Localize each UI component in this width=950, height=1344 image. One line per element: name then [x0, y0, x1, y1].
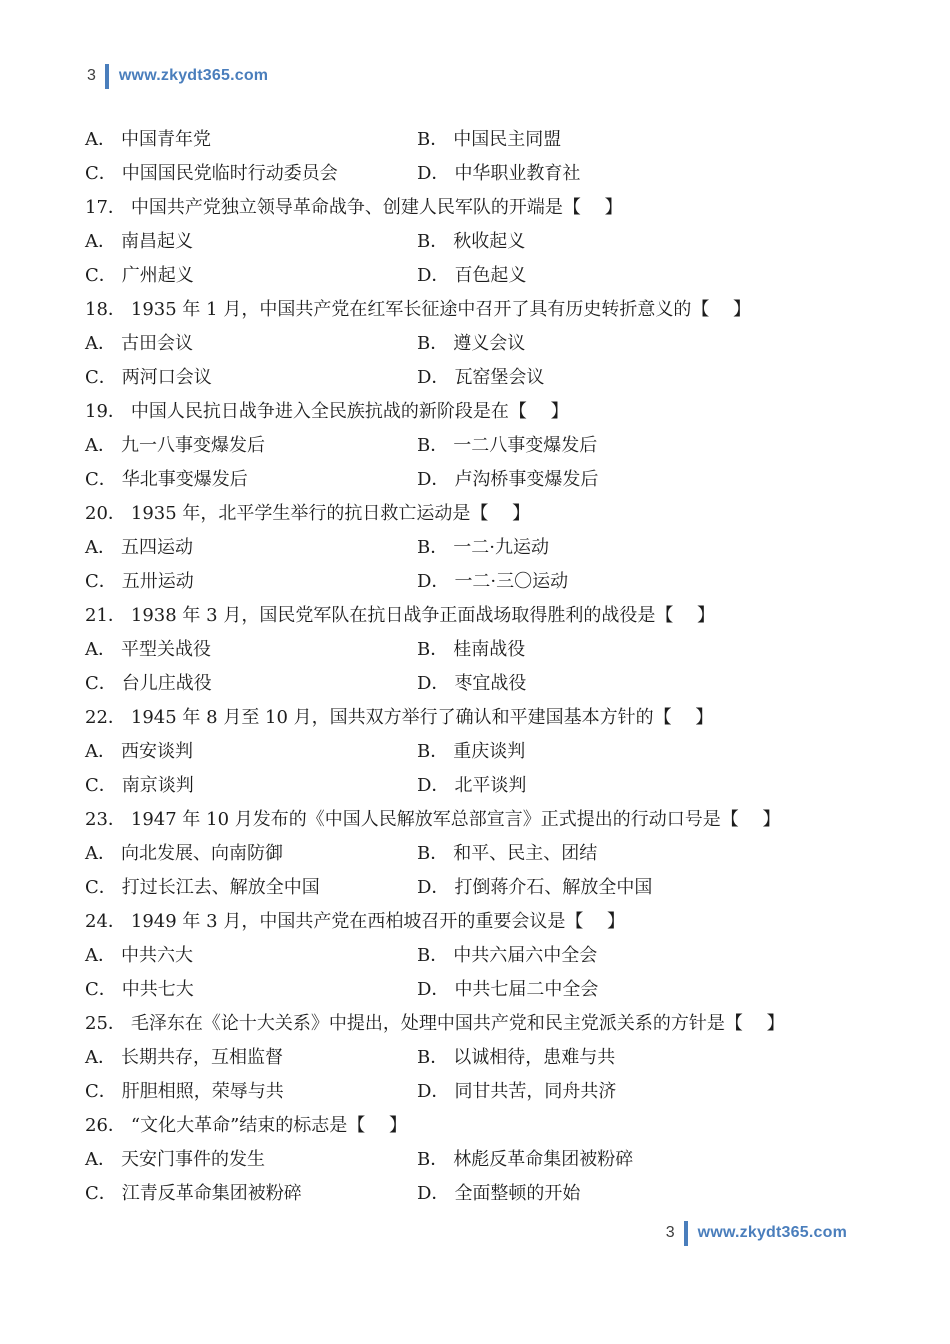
option-text: 华北事变爆发后: [121, 469, 248, 490]
option-label: B．: [417, 129, 449, 150]
option-text: 向北发展、向南防御: [121, 843, 283, 864]
option-d: [417, 667, 526, 701]
question-number: 24．: [85, 911, 126, 932]
question-number: 25．: [85, 1013, 126, 1034]
option-label: D．: [417, 775, 450, 796]
option-d: [417, 769, 526, 803]
question-text: “文化大革命”结束的标志是【 】: [130, 1115, 408, 1136]
option-c: [85, 361, 417, 395]
option-text: 和平、民主、团结: [453, 843, 598, 864]
option-text: 百色起义: [454, 265, 527, 286]
option-label: D．: [417, 877, 450, 898]
option-label: C．: [85, 469, 117, 490]
option-text: 九一八事变爆发后: [121, 435, 265, 456]
option-label: A．: [85, 231, 116, 252]
option-label: A．: [85, 843, 116, 864]
option-label: B．: [417, 639, 449, 660]
option-label: C．: [85, 1183, 117, 1204]
option-label: A．: [85, 1149, 116, 1170]
option-text: 肝胆相照，荣辱与共: [121, 1081, 284, 1102]
option-label: D．: [417, 265, 450, 286]
option-b: [417, 939, 597, 973]
option-a: [85, 1041, 417, 1075]
option-label: D．: [417, 367, 450, 388]
question-number: 23．: [85, 809, 126, 830]
question-stem: [85, 395, 917, 429]
option-c: [85, 769, 417, 803]
option-label: A．: [85, 537, 116, 558]
option-text: 平型关战役: [121, 639, 211, 660]
question-stem: [85, 1109, 917, 1143]
option-label: B．: [417, 537, 449, 558]
question-stem: [85, 803, 917, 837]
option-c: [85, 565, 417, 599]
question-text: 1947 年 10 月发布的《中国人民解放军总部宣言》正式提出的行动口号是【 】: [130, 809, 781, 830]
option-a: [85, 123, 417, 157]
option-label: A．: [85, 1047, 116, 1068]
question-text: 毛泽东在《论十大关系》中提出，处理中国共产党和民主党派关系的方针是【 】: [130, 1013, 785, 1034]
option-row: [85, 361, 917, 395]
option-row: [85, 1143, 917, 1177]
option-text: 中共七大: [121, 979, 194, 1000]
question-number: 18．: [85, 299, 126, 320]
option-text: 天安门事件的发生: [121, 1149, 265, 1170]
option-text: 林彪反革命集团被粉碎: [453, 1149, 634, 1170]
option-c: [85, 157, 417, 191]
option-b: [417, 633, 525, 667]
option-text: 重庆谈判: [453, 741, 526, 762]
option-label: B．: [417, 231, 449, 252]
option-text: 中华职业教育社: [454, 163, 581, 184]
option-label: B．: [417, 435, 449, 456]
header-page-number: 3: [87, 67, 96, 84]
option-c: [85, 973, 417, 1007]
option-row: [85, 463, 917, 497]
option-label: C．: [85, 877, 117, 898]
option-text: 卢沟桥事变爆发后: [454, 469, 599, 490]
option-text: 五卅运动: [121, 571, 194, 592]
option-label: C．: [85, 1081, 117, 1102]
question-number: 20．: [85, 503, 126, 524]
option-label: C．: [85, 979, 117, 1000]
option-row: [85, 939, 917, 973]
option-b: [417, 1041, 615, 1075]
option-label: D．: [417, 1081, 450, 1102]
option-d: [417, 973, 598, 1007]
option-label: B．: [417, 741, 449, 762]
option-row: [85, 837, 917, 871]
option-row: [85, 327, 917, 361]
page-header: [87, 63, 268, 89]
option-a: [85, 531, 417, 565]
option-text: 中共六大: [121, 945, 193, 966]
header-site-url: www.zkydt365.com: [118, 67, 269, 84]
option-d: [417, 463, 598, 497]
option-text: 秋收起义: [453, 231, 526, 252]
option-label: C．: [85, 367, 117, 388]
option-text: 打倒蒋介石、解放全中国: [454, 877, 653, 898]
question-text: 1938 年 3 月，国民党军队在抗日战争正面战场取得胜利的战役是【 】: [130, 605, 716, 626]
option-b: [417, 531, 549, 565]
option-row: [85, 225, 917, 259]
option-text: 长期共存，互相监督: [121, 1047, 283, 1068]
option-a: [85, 327, 417, 361]
option-row: [85, 429, 917, 463]
option-c: [85, 871, 417, 905]
option-text: 一二八事变爆发后: [453, 435, 598, 456]
question-text: 中国共产党独立领导革命战争、创建人民军队的开端是【 】: [130, 197, 623, 218]
option-text: 西安谈判: [121, 741, 193, 762]
question-text: 1949 年 3 月，中国共产党在西柏坡召开的重要会议是【 】: [130, 911, 626, 932]
option-row: [85, 871, 917, 905]
option-row: [85, 259, 917, 293]
page-footer: [666, 1220, 847, 1246]
option-text: 瓦窑堡会议: [454, 367, 545, 388]
option-row: [85, 157, 917, 191]
question-number: 17．: [85, 197, 126, 218]
option-row: [85, 565, 917, 599]
option-text: 同甘共苦，同舟共济: [454, 1081, 617, 1102]
option-d: [417, 565, 568, 599]
option-label: B．: [417, 843, 449, 864]
option-c: [85, 463, 417, 497]
option-row: [85, 1177, 917, 1211]
option-a: [85, 1143, 417, 1177]
option-row: [85, 123, 917, 157]
question-text: 1935 年，北平学生举行的抗日救亡运动是【 】: [130, 503, 531, 524]
option-text: 桂南战役: [453, 639, 526, 660]
option-text: 打过长江去、解放全中国: [121, 877, 320, 898]
option-b: [417, 123, 561, 157]
option-label: B．: [417, 945, 449, 966]
option-label: A．: [85, 129, 116, 150]
option-label: A．: [85, 945, 116, 966]
footer-divider-bar: [684, 1221, 688, 1246]
question-number: 19．: [85, 401, 126, 422]
option-text: 中国民主同盟: [453, 129, 562, 150]
question-stem: [85, 191, 917, 225]
option-text: 中国国民党临时行动委员会: [121, 163, 338, 184]
question-text: 1945 年 8 月至 10 月，国共双方举行了确认和平建国基本方针的【 】: [130, 707, 714, 728]
option-label: C．: [85, 673, 117, 694]
option-label: D．: [417, 1183, 450, 1204]
option-text: 遵义会议: [453, 333, 526, 354]
option-text: 全面整顿的开始: [454, 1183, 581, 1204]
option-label: B．: [417, 1149, 449, 1170]
question-text: 1935 年 1 月，中国共产党在红军长征途中召开了具有历史转折意义的【 】: [130, 299, 752, 320]
option-text: 中共七届二中全会: [454, 979, 599, 1000]
option-d: [417, 259, 526, 293]
option-row: [85, 1075, 917, 1109]
footer-page-number: 3: [665, 1224, 675, 1241]
option-text: 古田会议: [121, 333, 193, 354]
option-c: [85, 1177, 417, 1211]
option-label: D．: [417, 571, 450, 592]
option-b: [417, 735, 525, 769]
option-text: 江青反革命集团被粉碎: [121, 1183, 302, 1204]
option-text: 五四运动: [121, 537, 193, 558]
option-row: [85, 667, 917, 701]
option-label: D．: [417, 163, 450, 184]
option-label: A．: [85, 639, 116, 660]
question-stem: [85, 599, 917, 633]
option-text: 广州起义: [121, 265, 194, 286]
option-c: [85, 667, 417, 701]
question-stem: [85, 293, 917, 327]
option-b: [417, 429, 597, 463]
option-row: [85, 973, 917, 1007]
option-label: A．: [85, 333, 116, 354]
option-row: [85, 531, 917, 565]
option-d: [417, 157, 580, 191]
option-c: [85, 1075, 417, 1109]
option-label: D．: [417, 979, 450, 1000]
option-label: C．: [85, 163, 117, 184]
option-label: C．: [85, 571, 117, 592]
option-text: 中国青年党: [121, 129, 211, 150]
option-a: [85, 837, 417, 871]
question-number: 26．: [85, 1115, 126, 1136]
option-row: [85, 1041, 917, 1075]
question-stem: [85, 1007, 917, 1041]
option-text: 南昌起义: [121, 231, 193, 252]
question-list: [85, 123, 917, 1211]
option-b: [417, 327, 525, 361]
option-d: [417, 361, 544, 395]
option-text: 两河口会议: [121, 367, 212, 388]
option-label: B．: [417, 1047, 449, 1068]
option-d: [417, 1177, 580, 1211]
option-text: 一二·九运动: [453, 537, 549, 558]
option-text: 一二·三〇运动: [454, 571, 569, 592]
option-text: 中共六届六中全会: [453, 945, 598, 966]
footer-site-url: www.zkydt365.com: [697, 1224, 847, 1241]
option-a: [85, 735, 417, 769]
option-c: [85, 259, 417, 293]
option-label: D．: [417, 469, 450, 490]
option-b: [417, 837, 597, 871]
question-text: 中国人民抗日战争进入全民族抗战的新阶段是在【 】: [130, 401, 569, 422]
option-label: A．: [85, 435, 116, 456]
question-stem: [85, 497, 917, 531]
option-text: 台儿庄战役: [121, 673, 212, 694]
option-label: B．: [417, 333, 449, 354]
option-text: 南京谈判: [121, 775, 194, 796]
option-a: [85, 939, 417, 973]
option-label: C．: [85, 265, 117, 286]
option-a: [85, 225, 417, 259]
header-divider-bar: [105, 64, 109, 89]
option-row: [85, 633, 917, 667]
option-a: [85, 633, 417, 667]
question-stem: [85, 905, 917, 939]
question-number: 21．: [85, 605, 126, 626]
option-d: [417, 871, 652, 905]
option-text: 以诚相待，患难与共: [453, 1047, 616, 1068]
option-d: [417, 1075, 616, 1109]
option-label: A．: [85, 741, 116, 762]
option-b: [417, 225, 525, 259]
option-row: [85, 769, 917, 803]
option-a: [85, 429, 417, 463]
option-row: [85, 735, 917, 769]
option-label: D．: [417, 673, 450, 694]
option-text: 枣宜战役: [454, 673, 527, 694]
option-text: 北平谈判: [454, 775, 527, 796]
question-stem: [85, 701, 917, 735]
option-label: C．: [85, 775, 117, 796]
question-number: 22．: [85, 707, 126, 728]
option-b: [417, 1143, 633, 1177]
